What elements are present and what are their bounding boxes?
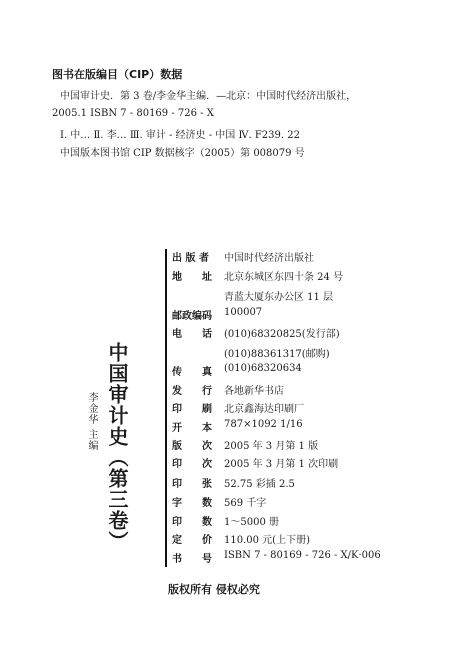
colophon-label: 版 次 xyxy=(172,441,212,452)
colophon-label: 邮政编码 xyxy=(172,311,212,322)
cip-line: 中国版本图书馆 CIP 数据核字（2005）第 008079 号 xyxy=(60,148,305,159)
colophon-row xyxy=(172,249,314,264)
colophon-value: 100007 xyxy=(224,307,263,318)
colophon-row xyxy=(172,455,338,470)
cip-line: Ⅰ. 中… Ⅱ. 李… Ⅲ. 审计 - 经济史 - 中国 Ⅳ. F239. 22 xyxy=(60,130,300,141)
colophon-label: 书 号 xyxy=(172,554,212,565)
colophon-row xyxy=(172,531,310,546)
colophon-row xyxy=(172,550,381,565)
colophon-value: 北京鑫海达印刷厂 xyxy=(224,404,304,415)
colophon-value: 569 千字 xyxy=(224,498,267,509)
colophon-row xyxy=(172,494,266,509)
colophon-value: (010)68320634 xyxy=(224,363,302,374)
colophon-value: 787×1092 1/16 xyxy=(224,419,303,430)
colophon-value: 北京东城区东四十条 24 号 xyxy=(224,272,344,283)
copyright-notice: 版权所有 侵权必究 xyxy=(168,583,260,596)
colophon-value: 青蓝大厦东办公区 11 层 xyxy=(224,292,334,303)
cip-line: 中国审计史．第 3 卷/李金华主编．—北京：中国时代经济出版社， xyxy=(60,91,357,102)
colophon-value: 2005 年 3 月第 1 次印刷 xyxy=(224,459,339,470)
colophon-label: 传 真 xyxy=(172,367,212,378)
colophon-value: 110.00 元(上下册) xyxy=(224,535,310,546)
colophon-row xyxy=(172,475,295,490)
colophon-value: 52.75 彩插 2.5 xyxy=(224,479,295,490)
colophon-label: 电 话 xyxy=(172,329,212,340)
colophon-label: 字 数 xyxy=(172,498,212,509)
colophon-row xyxy=(172,288,333,303)
colophon-label: 印 张 xyxy=(172,479,212,490)
colophon-label: 定 价 xyxy=(172,535,212,546)
colophon-row xyxy=(172,307,262,322)
colophon-label: 开 本 xyxy=(172,423,212,434)
colophon-value: (010)68320825(发行部) xyxy=(224,329,340,340)
colophon-row xyxy=(172,382,284,397)
colophon-row xyxy=(172,437,318,452)
colophon-value: 各地新华书店 xyxy=(224,386,284,397)
cip-line: 2005.1 ISBN 7 - 80169 - 726 - X xyxy=(52,108,214,119)
colophon-label: 印 刷 xyxy=(172,404,212,415)
colophon-row xyxy=(172,419,303,434)
divider-line xyxy=(165,249,167,567)
colophon-label: 地 址 xyxy=(172,272,212,283)
colophon-label xyxy=(172,345,217,360)
colophon-label: 印 次 xyxy=(172,459,212,470)
colophon-row xyxy=(172,345,330,360)
colophon-value: (010)88361317(邮购) xyxy=(224,349,330,360)
colophon-value: 中国时代经济出版社 xyxy=(224,253,314,264)
colophon-label: 出 版 者 xyxy=(172,253,209,264)
colophon-row xyxy=(172,513,279,528)
spine-author: 李金华 主编 xyxy=(86,392,97,452)
colophon-value: ISBN 7 - 80169 - 726 - X/K·006 xyxy=(224,550,381,561)
cip-heading: 图书在版编目（CIP）数据 xyxy=(52,68,183,81)
colophon-row xyxy=(172,400,304,415)
colophon-label xyxy=(172,288,217,303)
colophon-row xyxy=(172,268,343,283)
colophon-label: 发 行 xyxy=(172,386,212,397)
colophon-value: 2005 年 3 月第 1 版 xyxy=(224,441,319,452)
spine-title: 中国审计史（第三卷） xyxy=(105,342,129,552)
colophon-row xyxy=(172,325,340,340)
colophon-value: 1～5000 册 xyxy=(224,517,279,528)
colophon-row xyxy=(172,363,302,378)
colophon-label: 印 数 xyxy=(172,517,212,528)
